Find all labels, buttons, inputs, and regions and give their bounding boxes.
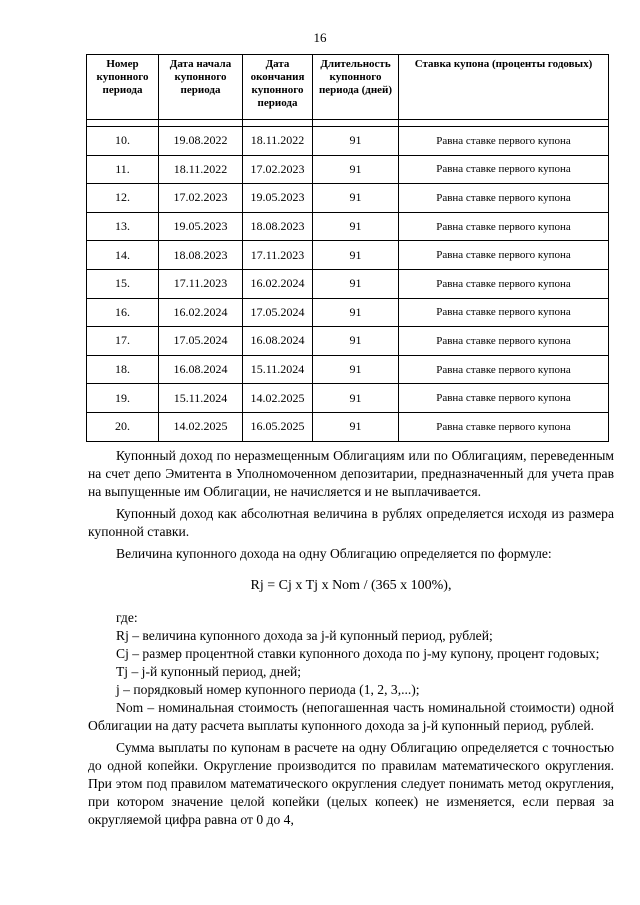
cell-end-date: 14.02.2025: [243, 384, 313, 413]
cell-duration: 91: [313, 241, 399, 270]
cell-start-date: 18.08.2023: [159, 241, 243, 270]
cell-period-number: 14.: [87, 241, 159, 270]
where-label: где:: [116, 610, 138, 625]
table-row: [87, 127, 609, 156]
cell-end-date: 18.11.2022: [243, 127, 313, 156]
cell-end-date: 17.02.2023: [243, 155, 313, 184]
paragraph-absolute-value: Купонный доход как абсолютная величина в рублях определяется исходя из размера купонной ставки.: [88, 506, 614, 539]
cell-coupon-rate: Равна ставке первого купона: [399, 327, 609, 356]
cell-end-date: 16.08.2024: [243, 327, 313, 356]
cell-start-date: 15.11.2024: [159, 384, 243, 413]
cell-coupon-rate: Равна ставке первого купона: [399, 127, 609, 156]
cell-duration: 91: [313, 355, 399, 384]
paragraph-formula-intro: Величина купонного дохода на одну Облигацию определяется по формуле:: [116, 546, 552, 561]
table-row: [87, 355, 609, 384]
paragraph-rounding: Сумма выплаты по купонам в расчете на одну Облигацию определяется с точностью до одной копейки. Округление производится по правилам математического округления. При этом под правилом математического округления следует понимать метод округления, при котором значение целой копейки (целых копеек) не изменяется, если первая за округляемой цифра равна от 0 до 4,: [88, 740, 614, 827]
header-coupon-rate: Ставка купона (проценты годовых): [399, 55, 609, 120]
cell-period-number: 10.: [87, 127, 159, 156]
definition-j: j – порядковый номер купонного периода (1, 2, 3,...);: [116, 682, 420, 697]
cell-period-number: 18.: [87, 355, 159, 384]
cell-duration: 91: [313, 184, 399, 213]
cell-duration: 91: [313, 127, 399, 156]
cell-coupon-rate: Равна ставке первого купона: [399, 184, 609, 213]
cell-period-number: 11.: [87, 155, 159, 184]
cell-period-number: 17.: [87, 327, 159, 356]
cell-coupon-rate: Равна ставке первого купона: [399, 298, 609, 327]
table-row: [87, 269, 609, 298]
table-spacer-row: [87, 120, 609, 127]
cell-start-date: 18.11.2022: [159, 155, 243, 184]
cell-duration: 91: [313, 155, 399, 184]
document-body: [88, 447, 614, 829]
definition-nom: Nom – номинальная стоимость (непогашенная часть номинальной стоимости) одной Облигации на дату расчета выплаты купонного дохода за j-й купонный период, рублей.: [88, 700, 614, 733]
cell-end-date: 15.11.2024: [243, 355, 313, 384]
cell-duration: 91: [313, 327, 399, 356]
table-row: [87, 298, 609, 327]
table-row: [87, 184, 609, 213]
cell-end-date: 17.11.2023: [243, 241, 313, 270]
table-row: [87, 327, 609, 356]
cell-end-date: 16.05.2025: [243, 412, 313, 441]
cell-end-date: 19.05.2023: [243, 184, 313, 213]
cell-coupon-rate: Равна ставке первого купона: [399, 155, 609, 184]
cell-period-number: 20.: [87, 412, 159, 441]
header-period-number: Номер купонного периода: [87, 55, 159, 120]
cell-coupon-rate: Равна ставке первого купона: [399, 269, 609, 298]
cell-period-number: 15.: [87, 269, 159, 298]
cell-start-date: 19.05.2023: [159, 212, 243, 241]
table-row: [87, 155, 609, 184]
cell-duration: 91: [313, 298, 399, 327]
cell-period-number: 13.: [87, 212, 159, 241]
cell-coupon-rate: Равна ставке первого купона: [399, 212, 609, 241]
cell-duration: 91: [313, 384, 399, 413]
table-row: [87, 412, 609, 441]
coupon-formula: Rj = Cj x Tj x Nom / (365 x 100%),: [250, 578, 452, 593]
cell-start-date: 17.11.2023: [159, 269, 243, 298]
cell-coupon-rate: Равна ставке первого купона: [399, 355, 609, 384]
cell-coupon-rate: Равна ставке первого купона: [399, 384, 609, 413]
cell-end-date: 18.08.2023: [243, 212, 313, 241]
cell-start-date: 17.05.2024: [159, 327, 243, 356]
cell-period-number: 12.: [87, 184, 159, 213]
cell-start-date: 17.02.2023: [159, 184, 243, 213]
paragraph-unplaced-bonds: Купонный доход по неразмещенным Облигациям или по Облигациям, переведенным на счет депо Эмитента в Уполномоченном депозитарии, предназначенный для учета прав на выпущенные им Облигации, не начисляется и не выплачивается.: [88, 448, 614, 499]
cell-period-number: 16.: [87, 298, 159, 327]
definition-rj: Rj – величина купонного дохода за j-й купонный период, рублей;: [116, 628, 493, 643]
definition-tj: Tj – j-й купонный период, дней;: [116, 664, 302, 679]
cell-coupon-rate: Равна ставке первого купона: [399, 241, 609, 270]
cell-period-number: 19.: [87, 384, 159, 413]
cell-duration: 91: [313, 412, 399, 441]
cell-end-date: 16.02.2024: [243, 269, 313, 298]
cell-start-date: 16.02.2024: [159, 298, 243, 327]
cell-start-date: 19.08.2022: [159, 127, 243, 156]
cell-start-date: 16.08.2024: [159, 355, 243, 384]
page-number: 16: [313, 30, 327, 45]
definition-cj: Cj – размер процентной ставки купонного дохода по j-му купону, процент годовых;: [116, 646, 600, 661]
table-row: [87, 212, 609, 241]
cell-end-date: 17.05.2024: [243, 298, 313, 327]
cell-coupon-rate: Равна ставке первого купона: [399, 412, 609, 441]
cell-start-date: 14.02.2025: [159, 412, 243, 441]
header-duration: Длительность купонного периода (дней): [313, 55, 399, 120]
header-end-date: Дата окончания купонного периода: [243, 55, 313, 120]
table-row: [87, 384, 609, 413]
cell-duration: 91: [313, 269, 399, 298]
header-start-date: Дата начала купонного периода: [159, 55, 243, 120]
coupon-schedule-table: [86, 54, 609, 442]
table-header-row: [87, 55, 609, 120]
cell-duration: 91: [313, 212, 399, 241]
table-row: [87, 241, 609, 270]
